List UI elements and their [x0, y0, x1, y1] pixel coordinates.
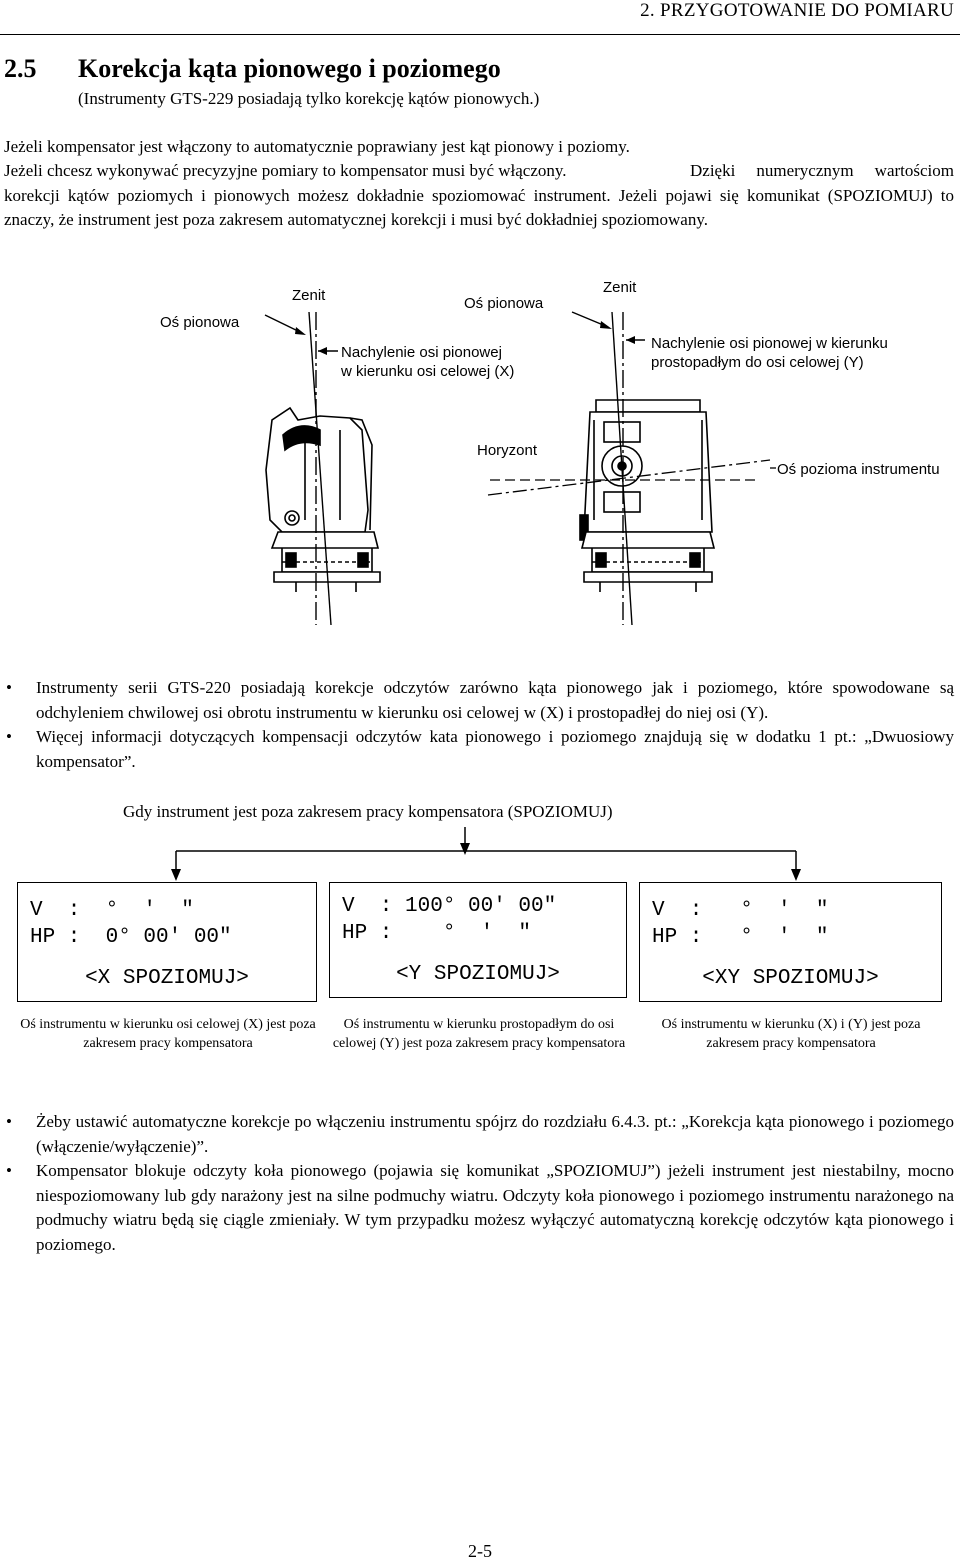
right-vertical-axis-label: Oś pionowa: [464, 295, 544, 312]
intro-paragraph: [4, 159, 954, 233]
bottom-bullet-list: [4, 1110, 954, 1257]
display-xy-caption: Oś instrumentu w kierunku (X) i (Y) jest poza zakresem pracy kompensatora: [661, 1017, 921, 1051]
bullet-text: Więcej informacji dotyczących kompensacji odczytów kata pionowego i poziomego znajdują się w dodatku 1 pt.: „Dwuosiowy kompensator”.: [36, 727, 954, 771]
display-v-row: V : ° ' ": [652, 899, 829, 922]
bullet-dot: •: [6, 1112, 12, 1131]
chapter-header: 2. PRZYGOTOWANIE DO POMIARU: [640, 0, 954, 21]
bullet-item: [4, 725, 954, 774]
display-hp-row: HP : 0° 00' 00": [30, 926, 232, 949]
left-tilt-label-1: Nachylenie osi pionowej: [341, 344, 502, 361]
section-subtitle: (Instrumenty GTS-229 posiadają tylko korekcję kątów pionowych.): [78, 89, 540, 108]
display-x-out-of-range: [17, 882, 317, 1002]
left-vertical-axis-label: Oś pionowa: [160, 314, 240, 331]
section-title: [4, 54, 501, 84]
left-pointer-arrowhead: [295, 327, 306, 335]
left-tilt-arrowhead: [318, 347, 327, 355]
display-message: <Y SPOZIOMUJ>: [396, 963, 560, 986]
right-tilt-label-2: prostopadłym do osi celowej (Y): [651, 354, 864, 371]
displays-bracket: [0, 825, 960, 883]
display-hp-row: HP : ° ' ": [342, 922, 532, 945]
left-tilt-label-2: w kierunku osi celowej (X): [341, 363, 515, 380]
bullet-item: [4, 1159, 954, 1257]
right-pointer-arrowhead: [600, 321, 612, 329]
bullet-dot: •: [6, 1161, 12, 1180]
instrument-horizontal-axis-label: Oś pozioma instrumentu: [777, 461, 940, 478]
bullet-text: Kompensator blokuje odczyty koła pionowego (pojawia się komunikat „SPOZIOMUJ”) jeżeli instrument jest niestabilny, mocno niespoziomowany lub gdy narażony jest na silne podmuchy wiatru. Odczyty koła pionowego i poziomego instrumentu narażonego na podmuchy wiatru będą się ciągle zmieniały. W tym przypadku możesz wyłączyć automatyczną korekcję odczytów kąta pionowego i poziomego.: [36, 1161, 954, 1254]
left-instrument-drawing: [266, 408, 380, 592]
bullet-item: [4, 1110, 954, 1159]
display-hp-row: HP : ° ' ": [652, 926, 829, 949]
display-message: <X SPOZIOMUJ>: [85, 967, 249, 990]
out-of-range-title: Gdy instrument jest poza zakresem pracy kompensatora (SPOZIOMUJ): [123, 802, 613, 821]
bullet-text: Żeby ustawić automatyczne korekcje po włączeniu instrumentu spójrz do rozdziału 6.4.3. pt.: „Korekcja kąta pionowego i poziomego (włączenie/wyłączenie)”.: [36, 1112, 954, 1156]
display-x-caption: Oś instrumentu w kierunku osi celowej (X) jest poza zakresem pracy kompensatora: [20, 1017, 316, 1051]
header-rule: [0, 34, 960, 35]
right-tilt-label-1: Nachylenie osi pionowej w kierunku: [651, 335, 888, 352]
display-v-row: V : 100° 00' 00": [342, 895, 557, 918]
bullet-dot: •: [6, 727, 12, 746]
top-bullet-list: [4, 676, 954, 774]
display-y-caption: Oś instrumentu w kierunku prostopadłym do osi celowej (Y) jest poza zakresem pracy kompensatora: [332, 1017, 626, 1051]
right-zenith-label: Zenit: [603, 279, 637, 296]
horizon-label: Horyzont: [477, 442, 538, 459]
right-instrument-drawing: [580, 400, 714, 592]
bullet-dot: •: [6, 678, 12, 697]
page-number: 2-5: [468, 1541, 492, 1561]
display-y-out-of-range: [329, 882, 627, 998]
right-tilt-arrowhead: [626, 336, 635, 344]
intro-line-2: Jeżeli chcesz wykonywać precyzyjne pomiary to kompensator musi być włączony.: [4, 161, 567, 180]
left-zenith-label: Zenit: [292, 287, 326, 304]
section-number: 2.5: [4, 54, 37, 83]
bullet-item: [4, 676, 954, 725]
section-title-text: Korekcja kąta pionowego i poziomego: [78, 54, 501, 83]
intro-line-1: Jeżeli kompensator jest włączony to automatycznie poprawiany jest kąt pionowy i poziomy.: [4, 137, 630, 156]
bullet-text: Instrumenty serii GTS-220 posiadają korekcje odczytów zarówno kąta pionowego jak i poziomego, które spowodowane są odchyleniem chwilowej osi obrotu instrumentu w kierunku osi celowej w (X) i prostopadłej do niej osi (Y).: [36, 678, 954, 722]
display-xy-out-of-range: [639, 882, 942, 1002]
display-v-row: V : ° ' ": [30, 899, 194, 922]
display-message: <XY SPOZIOMUJ>: [702, 967, 879, 990]
intro-paragraph-text: Dzięki numerycznym wartościom korekcji kątów poziomych i pionowych możesz dokładnie spoziomować instrument. Jeżeli pojawi się komunikat (SPOZIOMUJ) to znaczy, że instrument jest poza zakresem automatycznej korekcji i musi być dokładniej spoziomowany.: [4, 161, 954, 229]
